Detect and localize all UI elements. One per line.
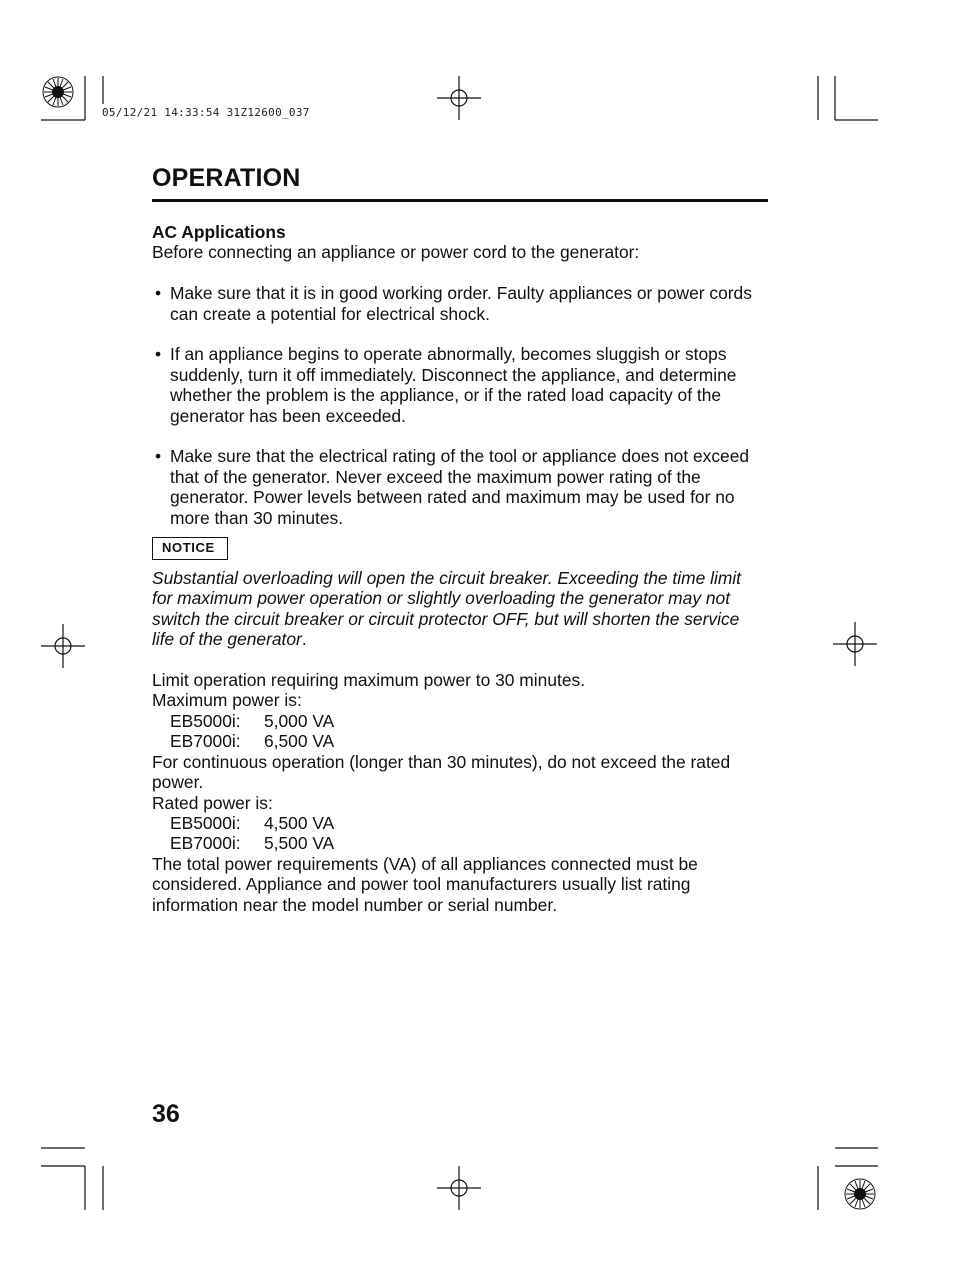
list-item-text: Make sure that it is in good working order. Faulty appliances or power cords can create a potential for electrical shock. [170,283,752,324]
print-timestamp-code: 05/12/21 14:33:54 31Z12600_037 [102,106,310,119]
continuous-text: For continuous operation (longer than 30 minutes), do not exceed the rated power. [152,751,731,793]
spec-row [152,813,764,833]
list-item-text: If an appliance begins to operate abnormally, becomes sluggish or stops suddenly, turn it off immediately. Disconnect the appliance, and determine whether the problem is the appliance, or if the rated load capacity of the generator has been exceeded. [170,344,737,426]
spec-model: EB5000i: [170,812,241,833]
notice-text-end: . [301,629,307,650]
bullet-icon: • [155,344,162,365]
spec-value: 6,500 VA [264,731,335,752]
spec-row [152,833,764,853]
intro-text: Before connecting an appliance or power cord to the generator: [152,242,640,263]
max-power-label: Maximum power is: [152,690,302,711]
notice-label: NOTICE [152,537,228,560]
title-rule [152,199,768,202]
limit-text: Limit operation requiring maximum power to 30 minutes. [152,670,586,691]
precautions-list [152,283,764,528]
page-body [152,222,764,915]
notice-text [152,568,764,650]
spec-model: EB5000i: [170,710,241,731]
notice-text-body: Substantial overloading will open the circuit breaker. Exceeding the time limit for maximum power operation or slightly overloading the generator may not switch the circuit breaker or circuit protector OFF, but will shorten the service life of the generator [152,568,742,650]
spec-row [152,731,764,751]
rated-power-label: Rated power is: [152,792,273,813]
page-number: 36 [152,1100,180,1128]
sub-heading: AC Applications [152,222,286,242]
spec-value: 4,500 VA [264,812,335,833]
spec-model: EB7000i: [170,731,241,752]
list-item [152,344,764,426]
list-item-text: Make sure that the electrical rating of the tool or appliance does not exceed that of the generator. Never exceed the maximum power rating of the generator. Power levels between rated and maximum may be used for no more than 30 minutes. [170,446,750,528]
spec-value: 5,500 VA [264,833,335,854]
section-title: OPERATION [152,164,301,192]
bullet-icon: • [155,446,162,467]
bullet-icon: • [155,283,162,304]
spec-row [152,711,764,731]
spec-value: 5,000 VA [264,710,335,731]
spec-model: EB7000i: [170,833,241,854]
list-item [152,446,764,528]
total-power-text: The total power requirements (VA) of all appliances connected must be considered. Appliance and power tool manufacturers usually list rating information near the model number or serial number. [152,853,698,915]
list-item [152,283,764,324]
